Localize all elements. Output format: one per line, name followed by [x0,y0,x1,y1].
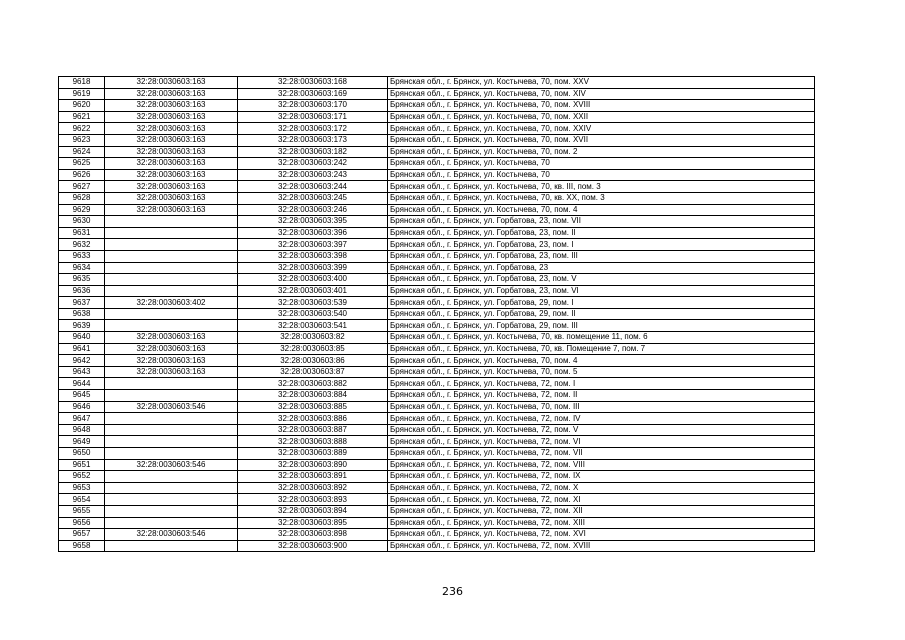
address-cell: Брянская обл., г. Брянск, ул. Костычева, 72, пом. XIII [388,517,815,529]
cadastral-number-cell: 32:28:0030603:540 [238,308,388,320]
row-number-cell: 9649 [59,436,105,448]
cadastral-number-cell: 32:28:0030603:82 [238,332,388,344]
address-cell: Брянская обл., г. Брянск, ул. Костычева, 72, пом. IX [388,471,815,483]
cadastral-number-cell: 32:28:0030603:172 [238,123,388,135]
row-number-cell: 9647 [59,413,105,425]
address-cell: Брянская обл., г. Брянск, ул. Горбатова, 23, пом. VII [388,216,815,228]
parent-cadastral-number-cell: 32:28:0030603:163 [105,111,238,123]
parent-cadastral-number-cell: 32:28:0030603:163 [105,366,238,378]
address-cell: Брянская обл., г. Брянск, ул. Костычева, 70, пом. XIV [388,88,815,100]
address-cell: Брянская обл., г. Брянск, ул. Костычева, 72, пом. VIII [388,459,815,471]
parent-cadastral-number-cell [105,448,238,460]
cadastral-number-cell: 32:28:0030603:890 [238,459,388,471]
address-cell: Брянская обл., г. Брянск, ул. Костычева, 70, кв. Помещение 7, пом. 7 [388,343,815,355]
page-number: 236 [442,585,463,598]
row-number-cell: 9650 [59,448,105,460]
table-row [59,274,815,286]
cadastral-number-cell: 32:28:0030603:244 [238,181,388,193]
row-number-cell: 9623 [59,134,105,146]
parent-cadastral-number-cell: 32:28:0030603:163 [105,192,238,204]
address-cell: Брянская обл., г. Брянск, ул. Костычева, 72, пом. V [388,424,815,436]
parent-cadastral-number-cell [105,494,238,506]
cadastral-number-cell: 32:28:0030603:396 [238,227,388,239]
cadastral-number-cell: 32:28:0030603:399 [238,262,388,274]
row-number-cell: 9627 [59,181,105,193]
address-cell: Брянская обл., г. Брянск, ул. Костычева, 70, пом. 2 [388,146,815,158]
address-cell: Брянская обл., г. Брянск, ул. Горбатова, 23 [388,262,815,274]
parent-cadastral-number-cell [105,308,238,320]
row-number-cell: 9632 [59,239,105,251]
address-cell: Брянская обл., г. Брянск, ул. Костычева, 72, пом. XII [388,505,815,517]
address-cell: Брянская обл., г. Брянск, ул. Костычева, 70, пом. III [388,401,815,413]
parent-cadastral-number-cell [105,378,238,390]
address-cell: Брянская обл., г. Брянск, ул. Костычева, 72, пом. VII [388,448,815,460]
cadastral-number-cell: 32:28:0030603:171 [238,111,388,123]
address-cell: Брянская обл., г. Брянск, ул. Горбатова, 29, пом. I [388,297,815,309]
parent-cadastral-number-cell: 32:28:0030603:546 [105,459,238,471]
row-number-cell: 9626 [59,169,105,181]
parent-cadastral-number-cell: 32:28:0030603:163 [105,332,238,344]
parent-cadastral-number-cell: 32:28:0030603:163 [105,146,238,158]
cadastral-number-cell: 32:28:0030603:894 [238,505,388,517]
table-row [59,471,815,483]
cadastral-number-cell: 32:28:0030603:87 [238,366,388,378]
table-row [59,540,815,552]
address-cell: Брянская обл., г. Брянск, ул. Костычева, 70, пом. XXV [388,77,815,89]
table-row [59,436,815,448]
parent-cadastral-number-cell: 32:28:0030603:163 [105,134,238,146]
table-row [59,505,815,517]
address-cell: Брянская обл., г. Брянск, ул. Костычева, 70, пом. 5 [388,366,815,378]
cadastral-number-cell: 32:28:0030603:892 [238,482,388,494]
cadastral-number-cell: 32:28:0030603:401 [238,285,388,297]
table-row [59,297,815,309]
row-number-cell: 9620 [59,100,105,112]
parent-cadastral-number-cell: 32:28:0030603:402 [105,297,238,309]
parent-cadastral-number-cell [105,227,238,239]
parent-cadastral-number-cell [105,482,238,494]
row-number-cell: 9657 [59,529,105,541]
table-row [59,320,815,332]
cadastral-number-cell: 32:28:0030603:246 [238,204,388,216]
parent-cadastral-number-cell [105,390,238,402]
parent-cadastral-number-cell [105,540,238,552]
row-number-cell: 9637 [59,297,105,309]
row-number-cell: 9636 [59,285,105,297]
parent-cadastral-number-cell: 32:28:0030603:163 [105,355,238,367]
table-row [59,285,815,297]
cadastral-number-cell: 32:28:0030603:395 [238,216,388,228]
address-cell: Брянская обл., г. Брянск, ул. Костычева, 70, кв. III, пом. 3 [388,181,815,193]
address-cell: Брянская обл., г. Брянск, ул. Костычева, 70, пом. 4 [388,355,815,367]
row-number-cell: 9642 [59,355,105,367]
cadastral-number-cell: 32:28:0030603:887 [238,424,388,436]
row-number-cell: 9622 [59,123,105,135]
row-number-cell: 9635 [59,274,105,286]
table-row [59,262,815,274]
table-row [59,366,815,378]
row-number-cell: 9624 [59,146,105,158]
cadastral-number-cell: 32:28:0030603:884 [238,390,388,402]
parent-cadastral-number-cell [105,436,238,448]
address-cell: Брянская обл., г. Брянск, ул. Костычева, 72, пом. XVI [388,529,815,541]
table-row [59,378,815,390]
row-number-cell: 9618 [59,77,105,89]
address-cell: Брянская обл., г. Брянск, ул. Костычева, 70, кв. XX, пом. 3 [388,192,815,204]
cadastral-number-cell: 32:28:0030603:182 [238,146,388,158]
address-cell: Брянская обл., г. Брянск, ул. Костычева, 70 [388,169,815,181]
cadastral-number-cell: 32:28:0030603:889 [238,448,388,460]
cadastral-number-cell: 32:28:0030603:882 [238,378,388,390]
address-cell: Брянская обл., г. Брянск, ул. Костычева, 72, пом. I [388,378,815,390]
table-row [59,146,815,158]
table-row [59,424,815,436]
row-number-cell: 9619 [59,88,105,100]
table-row [59,181,815,193]
cadastral-number-cell: 32:28:0030603:539 [238,297,388,309]
address-cell: Брянская обл., г. Брянск, ул. Костычева, 72, пом. II [388,390,815,402]
cadastral-number-cell: 32:28:0030603:886 [238,413,388,425]
table-row [59,482,815,494]
table-row [59,216,815,228]
cadastral-number-cell: 32:28:0030603:885 [238,401,388,413]
address-cell: Брянская обл., г. Брянск, ул. Горбатова, 23, пом. V [388,274,815,286]
row-number-cell: 9652 [59,471,105,483]
row-number-cell: 9656 [59,517,105,529]
table-row [59,390,815,402]
address-cell: Брянская обл., г. Брянск, ул. Костычева, 70 [388,158,815,170]
cadastral-number-cell: 32:28:0030603:173 [238,134,388,146]
row-number-cell: 9648 [59,424,105,436]
address-cell: Брянская обл., г. Брянск, ул. Горбатова, 23, пом. II [388,227,815,239]
table-row [59,204,815,216]
parent-cadastral-number-cell [105,285,238,297]
cadastral-number-cell: 32:28:0030603:891 [238,471,388,483]
parent-cadastral-number-cell: 32:28:0030603:163 [105,204,238,216]
table-row [59,134,815,146]
address-cell: Брянская обл., г. Брянск, ул. Костычева, 70, кв. помещение 11, пом. 6 [388,332,815,344]
address-cell: Брянская обл., г. Брянск, ул. Горбатова, 23, пом. VI [388,285,815,297]
parent-cadastral-number-cell [105,505,238,517]
parent-cadastral-number-cell: 32:28:0030603:546 [105,529,238,541]
parent-cadastral-number-cell [105,239,238,251]
parent-cadastral-number-cell [105,262,238,274]
table-row [59,343,815,355]
row-number-cell: 9621 [59,111,105,123]
table-row [59,239,815,251]
address-cell: Брянская обл., г. Брянск, ул. Горбатова, 29, пом. III [388,320,815,332]
table-row [59,517,815,529]
table-row [59,448,815,460]
table-row [59,529,815,541]
cadastral-number-cell: 32:28:0030603:888 [238,436,388,448]
cadastral-number-cell: 32:28:0030603:245 [238,192,388,204]
parent-cadastral-number-cell [105,216,238,228]
address-cell: Брянская обл., г. Брянск, ул. Костычева, 70, пом. XVIII [388,100,815,112]
address-cell: Брянская обл., г. Брянск, ул. Горбатова, 23, пом. I [388,239,815,251]
address-cell: Брянская обл., г. Брянск, ул. Костычева, 72, пом. XVIII [388,540,815,552]
row-number-cell: 9633 [59,250,105,262]
row-number-cell: 9653 [59,482,105,494]
row-number-cell: 9646 [59,401,105,413]
table-row [59,100,815,112]
row-number-cell: 9638 [59,308,105,320]
address-cell: Брянская обл., г. Брянск, ул. Костычева, 72, пом. VI [388,436,815,448]
row-number-cell: 9654 [59,494,105,506]
row-number-cell: 9643 [59,366,105,378]
parent-cadastral-number-cell: 32:28:0030603:163 [105,123,238,135]
cadastral-number-cell: 32:28:0030603:242 [238,158,388,170]
parent-cadastral-number-cell: 32:28:0030603:163 [105,158,238,170]
cadastral-number-cell: 32:28:0030603:169 [238,88,388,100]
table-row [59,308,815,320]
cadastral-number-cell: 32:28:0030603:898 [238,529,388,541]
row-number-cell: 9641 [59,343,105,355]
cadastral-number-cell: 32:28:0030603:85 [238,343,388,355]
table-row [59,77,815,89]
cadastral-number-cell: 32:28:0030603:398 [238,250,388,262]
registry-table-body [59,77,815,552]
table-row [59,401,815,413]
row-number-cell: 9640 [59,332,105,344]
table-row [59,169,815,181]
table-row [59,494,815,506]
parent-cadastral-number-cell [105,471,238,483]
table-row [59,158,815,170]
table-row [59,332,815,344]
address-cell: Брянская обл., г. Брянск, ул. Горбатова, 29, пом. II [388,308,815,320]
row-number-cell: 9631 [59,227,105,239]
cadastral-number-cell: 32:28:0030603:243 [238,169,388,181]
row-number-cell: 9645 [59,390,105,402]
address-cell: Брянская обл., г. Брянск, ул. Костычева, 72, пом. XI [388,494,815,506]
row-number-cell: 9630 [59,216,105,228]
row-number-cell: 9644 [59,378,105,390]
parent-cadastral-number-cell: 32:28:0030603:163 [105,77,238,89]
cadastral-number-cell: 32:28:0030603:400 [238,274,388,286]
address-cell: Брянская обл., г. Брянск, ул. Костычева, 70, пом. XXII [388,111,815,123]
cadastral-number-cell: 32:28:0030603:168 [238,77,388,89]
table-row [59,227,815,239]
parent-cadastral-number-cell [105,413,238,425]
table-row [59,355,815,367]
row-number-cell: 9655 [59,505,105,517]
cadastral-number-cell: 32:28:0030603:397 [238,239,388,251]
address-cell: Брянская обл., г. Брянск, ул. Костычева, 70, пом. 4 [388,204,815,216]
cadastral-number-cell: 32:28:0030603:895 [238,517,388,529]
cadastral-number-cell: 32:28:0030603:170 [238,100,388,112]
cadastral-number-cell: 32:28:0030603:893 [238,494,388,506]
table-row [59,88,815,100]
parent-cadastral-number-cell: 32:28:0030603:163 [105,181,238,193]
row-number-cell: 9658 [59,540,105,552]
table-row [59,459,815,471]
address-cell: Брянская обл., г. Брянск, ул. Костычева, 70, пом. XVII [388,134,815,146]
parent-cadastral-number-cell: 32:28:0030603:163 [105,100,238,112]
table-row [59,413,815,425]
table-row [59,111,815,123]
address-cell: Брянская обл., г. Брянск, ул. Горбатова, 23, пом. III [388,250,815,262]
parent-cadastral-number-cell: 32:28:0030603:163 [105,169,238,181]
row-number-cell: 9634 [59,262,105,274]
parent-cadastral-number-cell [105,424,238,436]
table-row [59,192,815,204]
cadastral-number-cell: 32:28:0030603:86 [238,355,388,367]
row-number-cell: 9639 [59,320,105,332]
cadastral-number-cell: 32:28:0030603:541 [238,320,388,332]
parent-cadastral-number-cell [105,274,238,286]
parent-cadastral-number-cell [105,517,238,529]
row-number-cell: 9628 [59,192,105,204]
table-row [59,123,815,135]
cadastral-number-cell: 32:28:0030603:900 [238,540,388,552]
table-row [59,250,815,262]
parent-cadastral-number-cell [105,320,238,332]
row-number-cell: 9651 [59,459,105,471]
row-number-cell: 9629 [59,204,105,216]
parent-cadastral-number-cell: 32:28:0030603:163 [105,88,238,100]
row-number-cell: 9625 [59,158,105,170]
parent-cadastral-number-cell: 32:28:0030603:546 [105,401,238,413]
address-cell: Брянская обл., г. Брянск, ул. Костычева, 72, пом. IV [388,413,815,425]
parent-cadastral-number-cell [105,250,238,262]
registry-table [58,76,815,552]
parent-cadastral-number-cell: 32:28:0030603:163 [105,343,238,355]
address-cell: Брянская обл., г. Брянск, ул. Костычева, 72, пом. X [388,482,815,494]
address-cell: Брянская обл., г. Брянск, ул. Костычева, 70, пом. XXIV [388,123,815,135]
